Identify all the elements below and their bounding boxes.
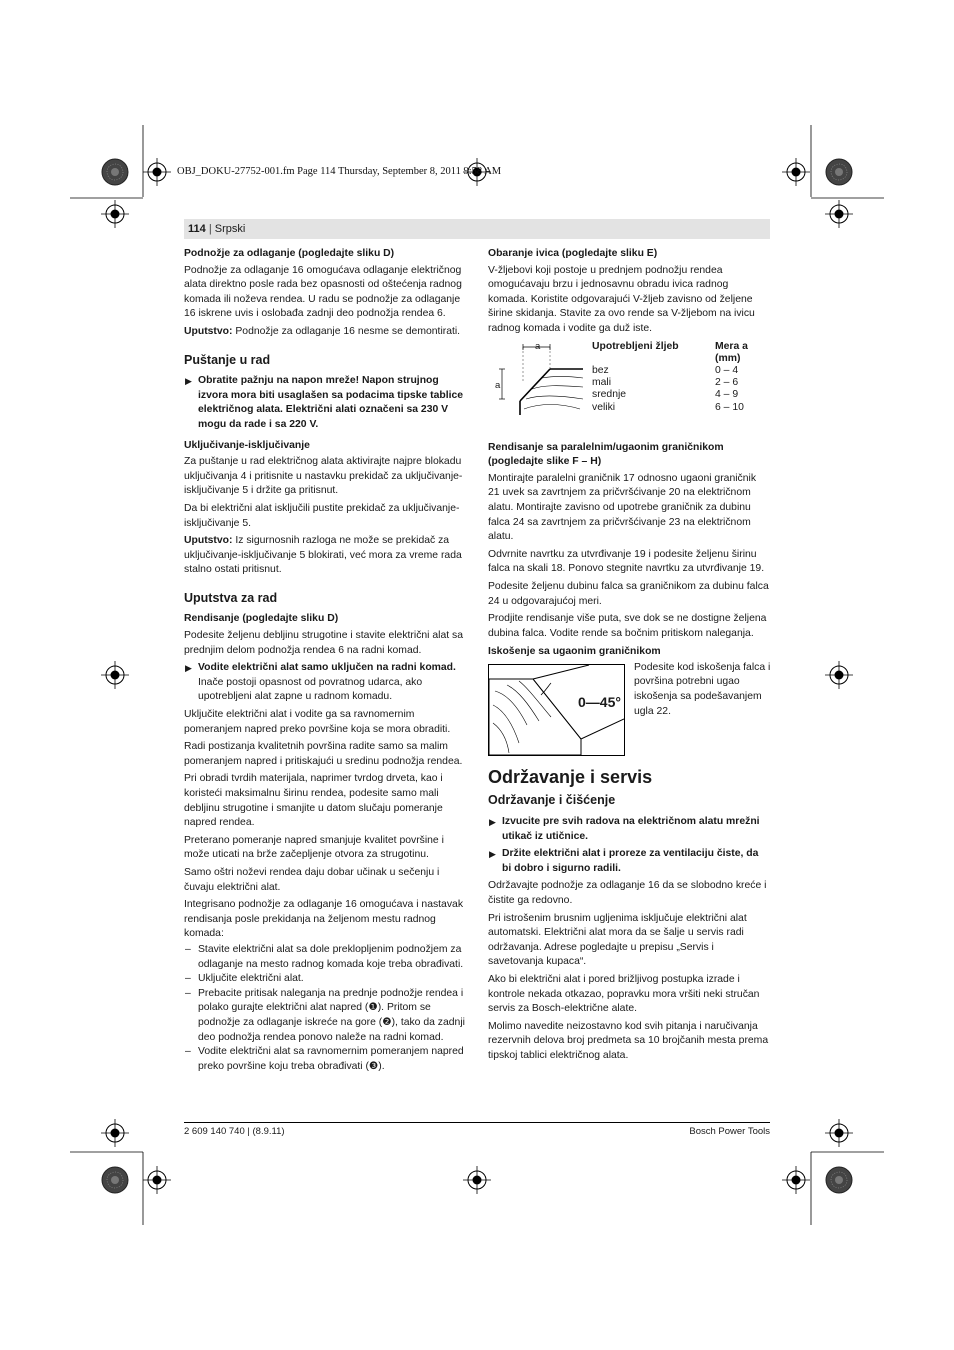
- bevel-figure: [488, 664, 625, 756]
- right-column: [488, 247, 770, 1067]
- table-row: bez 0 – 4: [592, 364, 739, 376]
- table-header: Mera a (mm): [715, 340, 748, 364]
- paragraph: Montirajte paralelni graničnik 17 odnosno ugaoni graničnik 21 uvek sa zavrtnjem za pričvršćivanje 20 na električnom alatu. Montirajte zavisno od upotrebe graničnik za dubinu falca 24 sa zavrtnjem za pričvršćivanje 23 na električnom alatu.: [488, 472, 757, 543]
- section-title: Uključivanje-isključivanje: [184, 439, 310, 451]
- paragraph: Uključite električni alat i vodite ga sa ravnomernim pomeranjem napred preko površine koja se mora obraditi.: [184, 709, 451, 735]
- paragraph: Pri istrošenim brusnim ugljenima isključuje električni alat automatski. Električni alat mora da se šalje u servis radi održavanja. Adrese pogledajte u prepisu „Servis i savetovanja kupaca“.: [488, 912, 747, 968]
- section-title: Rendisanje sa paralelnim/ugaonim graničnikom (pogledajte slike F – H): [488, 441, 724, 468]
- paragraph: Da bi električni alat isključili pustite prekidač za uključivanje-isključivanje 5.: [184, 502, 460, 529]
- paragraph: V-žljebovi koji postoje u prednjem podnožju rendea omogućavaju brzu i jednosavnu obradu ivica radnog komada. Koristite odgovarajući V-žljeb zavisno od željene širine skidanja. Stavite za ovo rende sa V-žljebom na ivicu radnog komada i vodite ga duž iste.: [488, 264, 755, 334]
- page-header-bar: [184, 219, 770, 239]
- bevel-diagram: [489, 665, 624, 755]
- section-title: Rendisanje (pogledajte sliku D): [184, 613, 339, 625]
- bevel-figure-block: [488, 661, 771, 762]
- paragraph: Radi postizanja kvalitetnih površina radite samo sa malim pomeranjem napred i pritiskajući u sredinu podnožja rendea.: [184, 741, 463, 767]
- angle-label: 0—45°: [578, 693, 621, 710]
- footer-rule: [184, 1122, 770, 1123]
- triangle-bullet-icon: ▶: [185, 376, 192, 387]
- page-number: 114: [188, 223, 206, 235]
- section-title: Iskošenje sa ugaonim graničnikom: [488, 646, 661, 658]
- warning-bullet: ▶ Držite električni alat i proreze za ventilaciju čiste, da bi dobro i sigurno radili.: [489, 848, 759, 874]
- page-header: 114 | Srpski: [188, 223, 246, 235]
- groove-figure-block: [488, 341, 770, 441]
- table-row: mali 2 – 6: [592, 377, 739, 389]
- paragraph: Za puštanje u rad električnog alata aktivirajte najpre blokadu uključivanja 4 i pritisnite u nastavku prekidač za uključivanje-isključivanje 5 i držite ga pritisnut.: [184, 456, 463, 497]
- paragraph: Podesite kod iskošenja falca i površina potrebni ugao iskošenja sa podešavanjem ugla 22.: [634, 661, 771, 717]
- note-label: Uputstvo:: [184, 535, 233, 547]
- note: [184, 534, 466, 578]
- paragraph: Prodjite rendisanje više puta, sve dok se ne dostigne željena dubina falca. Vodite rende sa bočnim pritiskom naleganja.: [488, 613, 767, 639]
- section-title: Obaranje ivica (pogledajte sliku E): [488, 248, 658, 259]
- heading: Uputstva za rad: [184, 590, 278, 605]
- note-text: Iz sigurnosnih razloga ne može se prekidač za uključivanje-isključivanje 5 blokirati, već mora za vreme rada stalno ostati pritisnut.: [184, 535, 462, 576]
- dash-item: – Uključite električni alat.: [185, 973, 304, 985]
- dimension-label: a: [535, 340, 541, 352]
- paragraph: Ako bi električni alat i pored brižljivog postupka izrade i kontrole nekada otkazao, popravku mora vršiti neki stručan servis za Bosch-električne alate.: [488, 974, 760, 1015]
- footer-brand: Bosch Power Tools: [689, 1126, 770, 1137]
- triangle-bullet-icon: ▶: [185, 663, 192, 674]
- triangle-bullet-icon: ▶: [489, 849, 496, 860]
- dimension-label: a: [495, 379, 501, 391]
- dash-item: – Prebacite pritisak naleganja na prednje podnožje rendea i polako gurajte električni alat napred (❶). Pritom se podnožje za odlaganje iskreće na gore (❷), tako da zadnji deo podnožja rendea ponovo naleže na radni komad.: [185, 987, 465, 1043]
- paragraph: Samo oštri noževi rendea daju dobar učinak u sečenju i čuvaju električni alat.: [184, 866, 440, 893]
- heading: Održavanje i čišćenje: [488, 793, 616, 808]
- paragraph: Preterano pomeranje napred smanjuje kvalitet površine i može uticati na brže začepljenje otvora za strugotinu.: [184, 834, 444, 861]
- groove-table: [592, 341, 770, 414]
- paragraph: Pri obradi tvrdih materijala, naprimer tvrdog drveta, kao i koristeći maksimalnu širinu rendea, podesite samo mali debljinu strugotine i smanjite u datom slučaju pomeranje napred rendea.: [184, 773, 443, 829]
- dash-item: – Vodite električni alat sa ravnomernim pomeranjem napred preko površine koju treba obrađivati (❸).: [185, 1046, 464, 1072]
- paragraph: Održavajte podnožje za odlaganje 16 da se slobodno kreće i čistite ga redovno.: [488, 880, 767, 907]
- warning-bullet: ▶ Vodite električni alat samo uključen na radni komad. Inače postoji opasnost od povratnog udarca, ako upotrebljeni alat zapne u radnom komadu.: [185, 662, 456, 703]
- table-row: srednje 4 – 9: [592, 389, 739, 401]
- triangle-bullet-icon: ▶: [489, 817, 496, 828]
- heading: Puštanje u rad: [184, 352, 271, 367]
- note: [184, 325, 466, 340]
- table-row: veliki 6 – 10: [592, 401, 744, 413]
- warning-bullet: ▶ Izvucite pre svih radova na električnom alatu mrežni utikač iz utičnice.: [489, 816, 760, 842]
- paragraph: Integrisano podnožje za odlaganje 16 omogućava i nastavak rendisanja posle prekidanja na željenom mestu radnog komada:: [184, 899, 464, 940]
- left-column: [184, 247, 466, 1074]
- note-text: Podnožje za odlaganje 16 nesme se demontirati.: [232, 325, 461, 337]
- paragraph: Podesite željenu debljinu strugotine i stavite električni alat sa prednjim delom podnožja rendea 6 na radni komad.: [184, 630, 463, 656]
- footer-doc-number: 2 609 140 740 | (8.9.11): [184, 1126, 285, 1137]
- note-label: Uputstvo:: [184, 325, 233, 337]
- paragraph: Odvrnite navrtku za utvrđivanje 19 i podesite željenu širinu falca na skali 18. Ponovo stegnite navrtku za utvrđivanje 19.: [488, 548, 765, 575]
- table-header: Upotrebljeni žljeb: [592, 340, 679, 352]
- dash-item: – Stavite električni alat sa dole preklopljenim podnožjem za odlaganje na mesto radnog komada koje treba obrađivati.: [185, 943, 464, 970]
- language-label: Srpski: [214, 223, 246, 235]
- file-info-line: OBJ_DOKU-27752-001.fm Page 114 Thursday, September 8, 2011 9:58 AM: [177, 166, 502, 177]
- main-heading: Održavanje i servis: [488, 766, 653, 787]
- paragraph: Molimo navedite neizostavno kod svih pitanja i naručivanja rezervnih delova broj predmeta sa 10 brojčanih mesta prema tipskoj tablici električnog alata.: [488, 1020, 769, 1061]
- warning-bullet: ▶ Obratite pažnju na napon mreže! Napon strujnog izvora mora biti usaglašen sa podacima tipske tablice električnog alata. Električni alati označeni sa 230 V mogu da rade i sa 220 V.: [185, 375, 464, 430]
- paragraph: Podnožje za odlaganje 16 omogućava odlaganje električnog alata direktno posle rada bez opasnosti od oštećenja radnog komada ili noževa rendea. U radu se podnožje za odlaganje 16 iskrene uvis i oslobađa zadnji deo podnožja rendea 6.: [184, 264, 462, 320]
- section-title: Podnožje za odlaganje (pogledajte sliku D): [184, 248, 395, 259]
- paragraph: Podesite željenu dubinu falca sa graničnikom za dubinu falca 24 u odgovarajućoj meri.: [488, 580, 769, 607]
